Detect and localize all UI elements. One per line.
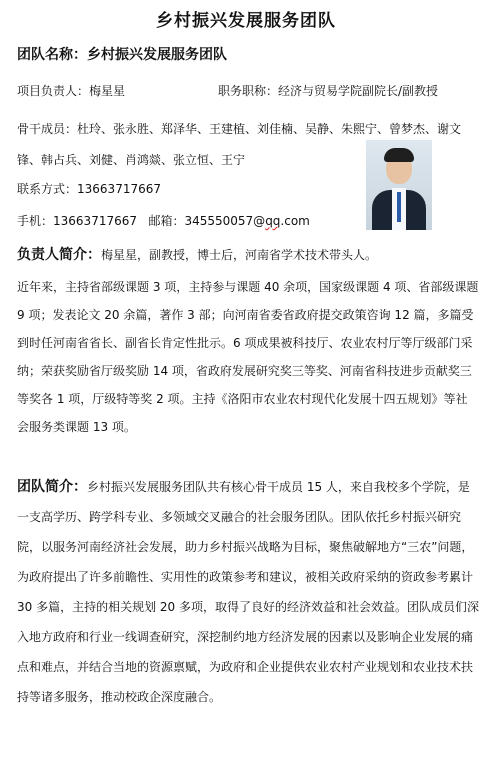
leader-value: 梅星星 [89,84,126,98]
members-value: 杜玲、张永胜、郑泽华、王建植、刘佳楠、吴静、朱熙宁、曾梦杰、谢文锋、韩占兵、刘健、肖鸿燚、张立恒、王宁 [17,122,462,167]
team-intro-body: 乡村振兴发展服务团队共有核心骨干成员 15 人，来自我校多个学院，是一支高学历、跨学科专业、多领域交叉融合的社会服务团队。团队依托乡村振兴研究院，以服务河南经济社会发展，助力乡村振兴战略为目标，聚焦破解地方“三农”问题，为政府提出了许多前瞻性、实用性的政策参考和建议，被相关政府采纳的资政参考累计 30 多篇，主持的相关规划 20 多项，取得了良好的经济效益和社会效益。团队成员们深入地方政府和行业一线调查研究，深挖制约地方经济发展的因素以及影响企业发展的痛点和难点，并结合当地的资源禀赋，为政府和企业提供农业农村产业规划和农业技术扶持等诸多服务，推动校政企深度融合。 [17,480,479,704]
contact-value: 13663717667 [77,182,161,196]
page-title: 乡村振兴发展服务团队 [156,11,336,31]
portrait-hair [384,148,414,162]
mobile-label: 手机： [17,214,54,228]
mobile-value: 13663717667 [53,214,137,228]
leader-portrait-photo [366,140,432,230]
position-label: 职务职称： [218,84,279,98]
team-intro-paragraph [17,472,479,712]
email-suffix: .com [280,214,310,228]
leader-intro-lead: 梅星星，副教授，博士后，河南省学术技术带头人。 [101,248,378,262]
email-value [184,214,309,228]
team-name-value: 乡村振兴发展服务团队 [87,47,227,63]
leader-intro-first-line [17,244,377,264]
leader-label: 项目负责人： [17,84,90,98]
team-name-line [17,44,227,64]
email-label: 邮箱： [148,214,185,228]
members-label: 骨干成员： [17,122,78,136]
team-name-label: 团队名称： [17,47,87,63]
portrait-tie [397,192,401,222]
position-value: 经济与贸易学院副院长/副教授 [278,84,439,98]
team-intro-heading: 团队简介： [17,479,87,495]
email-domain: qq [265,214,281,228]
contact-line [17,180,161,197]
position-line [218,82,438,99]
leader-line [17,82,125,99]
phone-email-line [17,212,310,229]
leader-intro-heading: 负责人简介： [17,247,101,263]
leader-intro-body: 近年来，主持省部级课题 3 项，主持参与课题 40 余项，国家级课题 4 项、省部级课题 9 项；发表论文 20 余篇，著作 3 部；向河南省委省政府提交政策咨询 12 篇，多篇受到时任河南省省长、副省长肯定性批示。6 项成果被科技厅、农业农村厅等厅级部门采纳；荣获奖励省厅级奖励 14 项，省政府发展研究奖三等奖、河南省科技进步贡献奖三等奖各 1 项，厅级特等奖 2 项。主持《洛阳市农业农村现代化发展十四五规划》等社会服务类课题 13 项。 [17,280,479,434]
email-prefix: 345550057@ [184,214,266,228]
contact-label: 联系方式： [17,182,78,196]
